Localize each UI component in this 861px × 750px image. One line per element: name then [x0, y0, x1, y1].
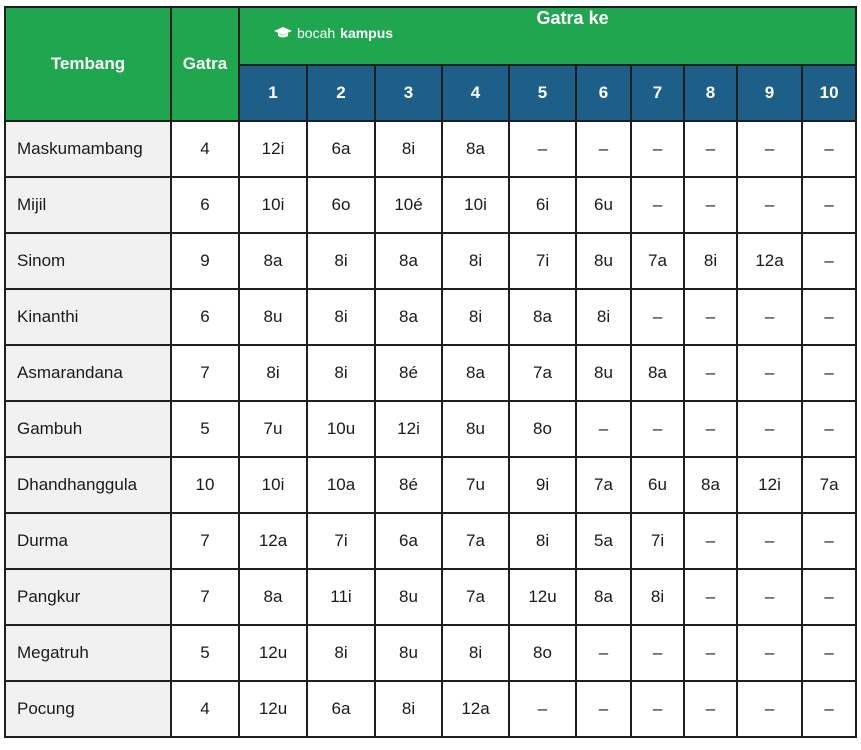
guru-cell: –: [737, 121, 802, 177]
header-gatra-number: 8: [684, 65, 737, 121]
guru-cell: –: [631, 289, 684, 345]
guru-cell: 8é: [375, 345, 442, 401]
tembang-name-cell: Durma: [5, 513, 171, 569]
gatra-count-cell: 7: [171, 345, 239, 401]
guru-cell: –: [802, 625, 856, 681]
table-row: [5, 513, 856, 569]
guru-cell: 12a: [442, 681, 509, 737]
guru-cell: 10é: [375, 177, 442, 233]
guru-cell: 7a: [576, 457, 631, 513]
guru-cell: 8i: [375, 121, 442, 177]
guru-cell: 7u: [239, 401, 307, 457]
logo-text-bold: kampus: [340, 25, 394, 41]
guru-cell: –: [737, 289, 802, 345]
guru-cell: 8u: [239, 289, 307, 345]
tembang-name-cell: Dhandhanggula: [5, 457, 171, 513]
table-row: [5, 401, 856, 457]
guru-cell: –: [802, 569, 856, 625]
guru-cell: 8i: [375, 681, 442, 737]
guru-cell: 8i: [442, 233, 509, 289]
guru-cell: 8i: [509, 513, 576, 569]
header-gatra-number: 6: [576, 65, 631, 121]
guru-cell: –: [684, 289, 737, 345]
header-gatra-number: 10: [802, 65, 856, 121]
guru-cell: 8a: [375, 289, 442, 345]
guru-cell: –: [631, 625, 684, 681]
guru-cell: –: [684, 681, 737, 737]
guru-cell: 8u: [442, 401, 509, 457]
guru-cell: 7a: [802, 457, 856, 513]
guru-cell: –: [737, 513, 802, 569]
guru-cell: 8a: [239, 233, 307, 289]
guru-cell: 10a: [307, 457, 375, 513]
header-gatra-number: 2: [307, 65, 375, 121]
tembang-table: [4, 6, 857, 738]
guru-cell: 8o: [509, 401, 576, 457]
guru-cell: 7i: [307, 513, 375, 569]
tembang-name-cell: Sinom: [5, 233, 171, 289]
guru-cell: –: [802, 681, 856, 737]
guru-cell: –: [737, 177, 802, 233]
guru-cell: –: [631, 121, 684, 177]
table-row: [5, 345, 856, 401]
guru-cell: –: [802, 401, 856, 457]
guru-cell: 8i: [307, 345, 375, 401]
guru-cell: 10u: [307, 401, 375, 457]
guru-cell: 7i: [631, 513, 684, 569]
gatra-count-cell: 9: [171, 233, 239, 289]
guru-cell: –: [684, 177, 737, 233]
guru-cell: 8i: [442, 289, 509, 345]
guru-cell: 8a: [375, 233, 442, 289]
guru-cell: –: [802, 345, 856, 401]
header-gatra-ke: [239, 7, 856, 65]
header-gatra-number: 9: [737, 65, 802, 121]
table-row: [5, 569, 856, 625]
gatra-ke-title: Gatra ke: [536, 8, 609, 28]
guru-cell: 6u: [576, 177, 631, 233]
tembang-name-cell: Maskumambang: [5, 121, 171, 177]
guru-cell: 8a: [684, 457, 737, 513]
guru-cell: 8i: [576, 289, 631, 345]
gatra-count-cell: 10: [171, 457, 239, 513]
guru-cell: –: [576, 625, 631, 681]
guru-cell: –: [509, 121, 576, 177]
guru-cell: 7a: [442, 513, 509, 569]
guru-cell: 12a: [239, 513, 307, 569]
tembang-name-cell: Mijil: [5, 177, 171, 233]
tembang-name-cell: Megatruh: [5, 625, 171, 681]
guru-cell: 6u: [631, 457, 684, 513]
guru-cell: –: [737, 345, 802, 401]
guru-cell: –: [684, 625, 737, 681]
guru-cell: –: [576, 121, 631, 177]
tembang-name-cell: Pangkur: [5, 569, 171, 625]
gatra-count-cell: 5: [171, 401, 239, 457]
header-gatra-number: 1: [239, 65, 307, 121]
guru-cell: 8u: [576, 345, 631, 401]
tembang-name-cell: Pocung: [5, 681, 171, 737]
guru-cell: 6i: [509, 177, 576, 233]
guru-cell: –: [737, 569, 802, 625]
guru-cell: 6a: [307, 681, 375, 737]
guru-cell: 8a: [509, 289, 576, 345]
guru-cell: 8a: [442, 345, 509, 401]
guru-cell: –: [631, 401, 684, 457]
gatra-count-cell: 4: [171, 681, 239, 737]
graduation-cap-icon: [274, 27, 292, 39]
guru-cell: –: [631, 177, 684, 233]
guru-cell: 8i: [631, 569, 684, 625]
guru-cell: 8a: [442, 121, 509, 177]
tembang-name-cell: Kinanthi: [5, 289, 171, 345]
table-row: [5, 625, 856, 681]
guru-cell: 10i: [239, 177, 307, 233]
guru-cell: 8i: [307, 233, 375, 289]
guru-cell: 12i: [239, 121, 307, 177]
table-row: [5, 233, 856, 289]
table-row: [5, 289, 856, 345]
tembang-name-cell: Asmarandana: [5, 345, 171, 401]
guru-cell: 8a: [239, 569, 307, 625]
guru-cell: 7a: [631, 233, 684, 289]
table-row: [5, 681, 856, 737]
guru-cell: 12u: [239, 625, 307, 681]
guru-cell: 6o: [307, 177, 375, 233]
gatra-count-cell: 6: [171, 289, 239, 345]
header-tembang: Tembang: [5, 7, 171, 121]
guru-cell: –: [684, 569, 737, 625]
guru-cell: 12i: [375, 401, 442, 457]
gatra-count-cell: 7: [171, 569, 239, 625]
guru-cell: 12u: [509, 569, 576, 625]
guru-cell: 9i: [509, 457, 576, 513]
guru-cell: 7a: [442, 569, 509, 625]
guru-cell: 6a: [307, 121, 375, 177]
guru-cell: 8u: [375, 569, 442, 625]
guru-cell: 8a: [631, 345, 684, 401]
guru-cell: 8u: [576, 233, 631, 289]
guru-cell: –: [631, 681, 684, 737]
guru-cell: –: [684, 401, 737, 457]
guru-cell: 8i: [307, 289, 375, 345]
guru-cell: –: [737, 401, 802, 457]
guru-cell: 10i: [239, 457, 307, 513]
tembang-name-cell: Gambuh: [5, 401, 171, 457]
guru-cell: –: [802, 121, 856, 177]
logo-text-light: bocah: [297, 25, 336, 41]
table-body: [5, 121, 856, 737]
table-row: [5, 177, 856, 233]
guru-cell: 8o: [509, 625, 576, 681]
guru-cell: 7a: [509, 345, 576, 401]
guru-cell: 5a: [576, 513, 631, 569]
guru-cell: –: [802, 513, 856, 569]
guru-cell: –: [684, 121, 737, 177]
guru-cell: –: [509, 681, 576, 737]
gatra-count-cell: 5: [171, 625, 239, 681]
gatra-count-cell: 4: [171, 121, 239, 177]
guru-cell: 12u: [239, 681, 307, 737]
guru-cell: 7u: [442, 457, 509, 513]
guru-cell: –: [737, 625, 802, 681]
guru-cell: 7i: [509, 233, 576, 289]
guru-cell: –: [684, 345, 737, 401]
guru-cell: 8i: [684, 233, 737, 289]
guru-cell: 6a: [375, 513, 442, 569]
guru-cell: –: [802, 233, 856, 289]
gatra-count-cell: 6: [171, 177, 239, 233]
guru-cell: –: [684, 513, 737, 569]
table-row: [5, 457, 856, 513]
guru-cell: –: [576, 401, 631, 457]
table-row: [5, 121, 856, 177]
header-gatra: Gatra: [171, 7, 239, 121]
header-gatra-number: 5: [509, 65, 576, 121]
gatra-count-cell: 7: [171, 513, 239, 569]
bocahkampus-logo: [274, 25, 393, 41]
guru-cell: 12i: [737, 457, 802, 513]
tembang-table-container: [4, 6, 857, 738]
guru-cell: –: [802, 289, 856, 345]
guru-cell: 8i: [442, 625, 509, 681]
header-gatra-number: 7: [631, 65, 684, 121]
guru-cell: 8a: [576, 569, 631, 625]
guru-cell: 10i: [442, 177, 509, 233]
guru-cell: 8i: [307, 625, 375, 681]
guru-cell: –: [802, 177, 856, 233]
guru-cell: 11i: [307, 569, 375, 625]
gatra-ke-header-inner: [240, 8, 855, 64]
guru-cell: –: [737, 681, 802, 737]
header-gatra-number: 3: [375, 65, 442, 121]
guru-cell: 12a: [737, 233, 802, 289]
header-gatra-number: 4: [442, 65, 509, 121]
guru-cell: 8i: [239, 345, 307, 401]
guru-cell: 8u: [375, 625, 442, 681]
guru-cell: –: [576, 681, 631, 737]
guru-cell: 8é: [375, 457, 442, 513]
